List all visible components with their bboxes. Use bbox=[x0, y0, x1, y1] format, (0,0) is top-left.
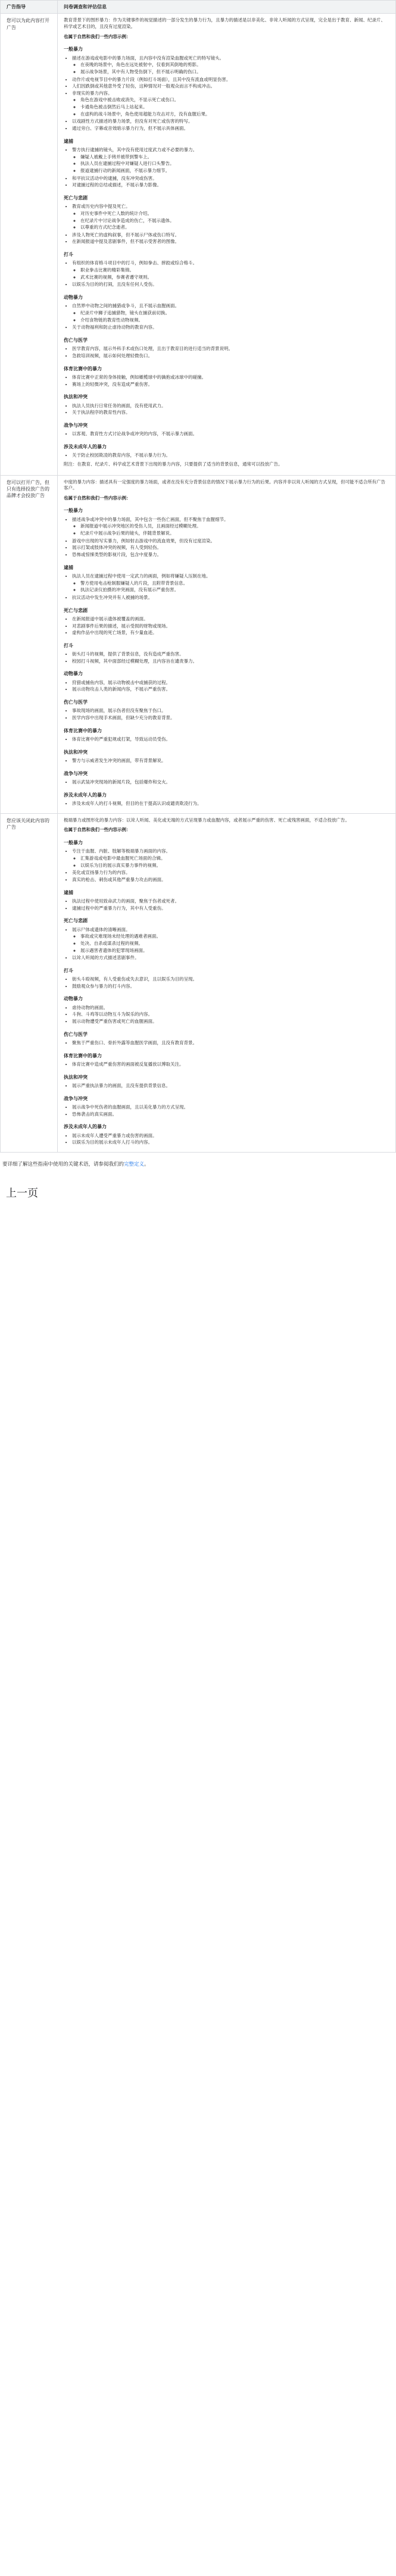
example-text: 警方与示威者发生冲突的画面，带有背景解说。 bbox=[72, 758, 166, 764]
example-list bbox=[64, 374, 389, 388]
sub-example-item: ◦ 角色在游戏中被击败或消失，不显示死亡或伤口。 bbox=[80, 97, 389, 104]
example-text: 事故现场的画面，展示伤者但没有聚焦于伤口。 bbox=[72, 708, 166, 714]
sub-example-item: ◦ 以尊重的方式纪念逝者。 bbox=[80, 224, 389, 231]
section-heading: 一般暴力 bbox=[64, 46, 83, 52]
example-list bbox=[64, 431, 389, 438]
example-item bbox=[72, 260, 389, 280]
example-list bbox=[64, 303, 389, 331]
section-heading: 死亡与悲剧 bbox=[64, 607, 88, 613]
section-heading: 打斗 bbox=[64, 252, 73, 258]
example-text: 医学内容中出现手术画面，但缺少充分的教育背景。 bbox=[72, 715, 175, 721]
table-row bbox=[1, 475, 396, 813]
example-text: 体育比赛中造成严重伤害的画面被反复播放以博取关注。 bbox=[72, 1061, 184, 1067]
example-text: 展示严重执法暴力的画面，且没有提供背景信息。 bbox=[72, 1083, 170, 1089]
section-heading: 伤亡与医学 bbox=[64, 1031, 88, 1037]
example-text: 虚构作品中出现的死亡场景，有少量血迹。 bbox=[72, 630, 157, 636]
details-cell bbox=[58, 475, 396, 813]
section-heading: 一般暴力 bbox=[64, 508, 83, 514]
section-heading: 执法和冲突 bbox=[64, 1074, 88, 1080]
example-item bbox=[72, 877, 389, 883]
example-text: 描述战争或冲突中的暴力场面，其中包含一些伤亡画面，但不聚焦于血腥细节。 bbox=[72, 516, 229, 522]
example-text: 执法人员在逮捕过程中使用一定武力的画面，例如将嫌疑人压制在地。 bbox=[72, 573, 211, 579]
example-list bbox=[64, 1061, 389, 1068]
example-item bbox=[72, 282, 389, 288]
example-item bbox=[72, 927, 389, 954]
example-item bbox=[72, 870, 389, 876]
previous-page-link[interactable]: 上一页 bbox=[6, 1187, 38, 1200]
example-list bbox=[64, 651, 389, 664]
example-item bbox=[72, 630, 389, 636]
section-heading: 打斗 bbox=[64, 642, 73, 648]
sub-example-list bbox=[72, 310, 389, 323]
section-heading: 战争与冲突 bbox=[64, 770, 88, 776]
details-cell bbox=[58, 14, 396, 475]
table-body bbox=[1, 14, 396, 1153]
example-text: 恐怖袭击的真实画面。 bbox=[72, 1111, 117, 1117]
example-list bbox=[64, 403, 389, 416]
example-item bbox=[72, 758, 389, 764]
example-text: 以娱乐为目的展示未成年人打斗的内容。 bbox=[72, 1139, 152, 1145]
example-text: 街头斗殴视频，有人受重伤或失去意识，且以娱乐为目的呈现。 bbox=[72, 976, 197, 982]
example-item bbox=[72, 431, 389, 438]
example-text: 展示打架或肢体冲突的视频，有人受到轻伤。 bbox=[72, 545, 161, 551]
example-text: 展示武装冲突现场的新闻片段，包括爆炸和交火。 bbox=[72, 779, 170, 785]
section-heading: 死亡与悲剧 bbox=[64, 195, 88, 201]
example-text: 有组织的体育格斗项目中的打斗，例如拳击、摔跤或综合格斗。 bbox=[72, 260, 197, 266]
guidance-cell: 您可以为此内容打开广告 bbox=[1, 14, 58, 475]
example-list bbox=[64, 1104, 389, 1117]
details-cell bbox=[58, 813, 396, 1152]
example-list bbox=[64, 758, 389, 764]
sub-example-item: ◦ 汇集游戏或电影中最血腥死亡场面的合辑。 bbox=[80, 855, 389, 862]
section-heading: 死亡与悲剧 bbox=[64, 918, 88, 924]
example-text: 赛场上的轻微冲突，没有造成严重伤害。 bbox=[72, 381, 152, 387]
example-text: 执法人员执行日常任务的画面，没有使用武力。 bbox=[72, 402, 166, 408]
example-item bbox=[72, 779, 389, 786]
example-item bbox=[72, 983, 389, 990]
example-text: 通过旁白、字幕或音效暗示暴力行为，但不展示具体画面。 bbox=[72, 126, 188, 132]
example-item bbox=[72, 801, 389, 807]
sub-example-item: ◦ 执法记录仪拍摄的冲突画面，没有展示严重伤害。 bbox=[80, 587, 389, 594]
example-item bbox=[72, 303, 389, 323]
example-list bbox=[64, 260, 389, 288]
sub-example-list bbox=[72, 933, 389, 954]
table-row bbox=[1, 14, 396, 475]
example-item bbox=[72, 346, 389, 352]
sub-example-item: ◦ 以娱乐为目的展示真实暴力事件的视频。 bbox=[80, 863, 389, 869]
sub-example-list bbox=[72, 211, 389, 231]
section-heading: 涉及未成年人的暴力 bbox=[64, 444, 107, 449]
example-item bbox=[72, 976, 389, 983]
section-heading: 执法和冲突 bbox=[64, 394, 88, 400]
example-item bbox=[72, 232, 389, 239]
example-item bbox=[72, 403, 389, 410]
example-text: 狩猎或捕鱼内容，展示动物被击中或捕获的过程。 bbox=[72, 679, 170, 685]
example-text: 以娱乐为目的的打闹，且没有任何人受伤。 bbox=[72, 282, 157, 288]
category-note: 附注：在教育、纪录片、科学或艺术背景下出现的暴力内容，只要提供了适当的背景信息，通常可以投放广告。 bbox=[64, 461, 283, 467]
example-list bbox=[64, 1005, 389, 1025]
example-list bbox=[64, 736, 389, 743]
example-text: 动作片或电视节目中的暴力片段（例如打斗场面），且其中没有流血或明显伤害。 bbox=[72, 76, 231, 82]
example-item bbox=[72, 77, 389, 83]
example-item bbox=[72, 204, 389, 231]
example-item bbox=[72, 1005, 389, 1011]
example-item bbox=[72, 374, 389, 381]
example-item bbox=[72, 410, 389, 416]
example-list bbox=[64, 1040, 389, 1047]
column-header-details: 问卷调查和评估信息 bbox=[58, 1, 396, 14]
sub-example-list bbox=[72, 267, 389, 280]
section-heading: 战争与冲突 bbox=[64, 1095, 88, 1101]
example-item bbox=[72, 176, 389, 182]
example-item bbox=[72, 905, 389, 912]
category-intro: 中度的暴力内容：描述具有一定强度的暴力场面，或者在没有充分背景信息的情况下展示暴力行为的后果。内容并非以耸人听闻的方式呈现，但可能不适合所有广告客户。 bbox=[64, 479, 385, 491]
example-item bbox=[72, 126, 389, 132]
section-heading: 逮捕 bbox=[64, 889, 73, 895]
example-text: 展示动物攻击人类的新闻内容，不展示严重伤害。 bbox=[72, 686, 170, 692]
section-heading: 涉及未成年人的暴力 bbox=[64, 1124, 107, 1130]
example-text: 展示尸体或遗体的清晰画面。 bbox=[72, 926, 130, 932]
example-item bbox=[72, 1019, 389, 1025]
example-text: 街头打斗的视频，提供了背景信息，没有造成严重伤害。 bbox=[72, 651, 184, 657]
section-heading: 打斗 bbox=[64, 967, 73, 973]
example-list bbox=[64, 616, 389, 636]
example-list bbox=[64, 680, 389, 693]
section-heading: 伤亡与医学 bbox=[64, 337, 88, 343]
sub-example-list bbox=[72, 97, 389, 117]
example-item bbox=[72, 324, 389, 331]
sub-example-item: ◦ 对历史事件中死亡人数的统计介绍。 bbox=[80, 211, 389, 217]
example-list bbox=[64, 1133, 389, 1146]
sub-example-item: ◦ 嫌疑人被戴上手铐并被带到警车上。 bbox=[80, 154, 389, 161]
example-item bbox=[72, 545, 389, 551]
example-text: 执法过程中使用致命武力的画面，聚焦于伤者或死者。 bbox=[72, 898, 179, 904]
example-text: 展示战争中死伤者的血腥画面，且以美化暴力的方式呈现。 bbox=[72, 1104, 188, 1110]
example-item bbox=[72, 715, 389, 722]
guidance-cell: 您可以打开广告，但只有选择投放广告的品牌才会投放广告 bbox=[1, 475, 58, 813]
example-text: 以客观、教育性方式讨论战争或冲突的内容，不展示暴力画面。 bbox=[72, 431, 197, 437]
sub-example-item: ◦ 展示遇害者遗体的犯罪现场画面。 bbox=[80, 948, 389, 954]
guidance-cell: 您应该关闭此内容的广告 bbox=[1, 813, 58, 1152]
sub-example-item: ◦ 警方使用电击枪制服嫌疑人的片段，且附带背景信息。 bbox=[80, 580, 389, 587]
example-item bbox=[72, 898, 389, 905]
definitions-note bbox=[0, 1161, 396, 1168]
example-text: 逮捕过程中的严重暴力行为，其中有人受重伤。 bbox=[72, 905, 166, 911]
example-text: 关于动物福利和防止虐待动物的教育内容。 bbox=[72, 324, 157, 330]
example-text: 虐待动物的画面。 bbox=[72, 1004, 108, 1010]
example-item bbox=[72, 623, 389, 630]
example-text: 展示未成年人遭受严重暴力或伤害的画面。 bbox=[72, 1132, 157, 1138]
example-text: 急救培训视频，展示如何处理轻微伤口。 bbox=[72, 352, 152, 358]
example-text: 恐怖或惊悚类型的影视片段，包含中度暴力。 bbox=[72, 551, 161, 557]
example-text: 斗狗、斗鸡等以动物互斗为娱乐的内容。 bbox=[72, 1011, 152, 1017]
example-item bbox=[72, 1111, 389, 1118]
example-list bbox=[64, 779, 389, 786]
sub-example-item: ◦ 在虚构的战斗场景中，角色使用超能力攻击对方，没有血腥后果。 bbox=[80, 111, 389, 118]
example-item bbox=[72, 1104, 389, 1111]
example-list bbox=[64, 204, 389, 245]
example-item bbox=[72, 1139, 389, 1146]
example-item bbox=[72, 736, 389, 743]
sub-example-item: ◦ 在夜晚的场景中，角色在远处被射中，仅看到其倒地的剪影。 bbox=[80, 62, 389, 68]
example-item bbox=[72, 1040, 389, 1047]
example-item bbox=[72, 55, 389, 76]
sub-example-list bbox=[72, 580, 389, 594]
example-text: 美化或宣扬暴力行为的内容。 bbox=[72, 870, 130, 876]
example-text: 涉及人物死亡的虚构叙事，但不展示尸体或伤口特写。 bbox=[72, 232, 179, 238]
example-item bbox=[72, 118, 389, 125]
example-text: 关于执法程序的教育性内容。 bbox=[72, 410, 130, 416]
example-text: 以戏剧性方式描述的暴力场景，但没有对死亡或伤害的特写。 bbox=[72, 118, 193, 124]
section-heading: 体育比赛中的暴力 bbox=[64, 366, 102, 371]
example-text: 展示动物遭受严重伤害或死亡的血腥画面。 bbox=[72, 1019, 157, 1025]
table-row bbox=[1, 813, 396, 1152]
example-text: 体育比赛中正常的身体接触，例如橄榄球中的擒抱或冰球中的碰撞。 bbox=[72, 374, 206, 380]
example-item bbox=[72, 452, 389, 459]
example-list bbox=[64, 801, 389, 807]
example-list bbox=[64, 708, 389, 721]
sub-example-list bbox=[72, 523, 389, 536]
example-item bbox=[72, 1133, 389, 1139]
example-item bbox=[72, 848, 389, 869]
example-item bbox=[72, 382, 389, 388]
sub-example-list bbox=[72, 855, 389, 869]
example-item bbox=[72, 90, 389, 118]
example-item bbox=[72, 147, 389, 174]
example-item bbox=[72, 353, 389, 360]
example-text: 以耸人听闻的方式描述悲剧事件。 bbox=[72, 955, 139, 961]
example-text: 鼓励观众参与暴力的打斗内容。 bbox=[72, 983, 135, 989]
definitions-link[interactable]: 完整定义 bbox=[124, 1161, 145, 1167]
example-text: 人们因跌倒或其他意外受了轻伤，这种情况对一般观众而言不构成冲击。 bbox=[72, 83, 215, 89]
sub-example-list bbox=[72, 154, 389, 174]
example-text: 医学教育内容，展示外科手术或伤口处理，且出于教育目的进行适当的背景说明。 bbox=[72, 346, 233, 352]
sub-example-item: ◦ 在纪录片中讨论战争造成的伤亡，不展示遗体。 bbox=[80, 218, 389, 224]
example-text: 真实的枪击、刺伤或其他严重暴力攻击的画面。 bbox=[72, 876, 166, 882]
example-item bbox=[72, 658, 389, 665]
example-text: 专注于血腥、内脏、肢解等极端暴力画面的内容。 bbox=[72, 848, 170, 854]
section-heading: 一般暴力 bbox=[64, 840, 83, 846]
sub-example-item: ◦ 武术比赛的视频，参赛者遵守规则。 bbox=[80, 274, 389, 281]
sub-example-list bbox=[72, 62, 389, 75]
example-text: 游戏中出现的写实暴力，例如射击游戏中的流血效果，但没有过度渲染。 bbox=[72, 538, 215, 544]
sub-example-item: ◦ 展示战争场景，其中有人物受伤倒下，但不展示明确的伤口。 bbox=[80, 69, 389, 76]
example-item bbox=[72, 1083, 389, 1089]
example-text: 关于防止校园欺凌的教育内容，不展示暴力行为。 bbox=[72, 452, 170, 458]
sub-example-item: ◦ 纪录片中狮子追捕猎物，镜头在捕获前切换。 bbox=[80, 310, 389, 317]
category-intro: 极端暴力或图形化的暴力内容：以耸人听闻、美化或无端的方式呈现暴力或血腥内容，或者展示严重的伤害、死亡或残害画面，不适合投放广告。 bbox=[64, 817, 350, 823]
example-item bbox=[72, 552, 389, 558]
sub-example-item: ◦ 新闻报道中展示冲突地区的受伤人员，且画面经过模糊处理。 bbox=[80, 523, 389, 530]
example-list bbox=[64, 147, 389, 189]
definitions-note-suffix: 。 bbox=[144, 1161, 149, 1167]
example-item bbox=[72, 680, 389, 686]
example-text: 警方执行逮捕的镜头，其中没有使用过度武力或不必要的暴力。 bbox=[72, 147, 197, 153]
example-item bbox=[72, 182, 389, 189]
sub-example-item: ◦ 卡通角色被击倒然后马上站起来。 bbox=[80, 104, 389, 111]
example-item bbox=[72, 538, 389, 545]
sub-example-item: ◦ 职业拳击比赛的精彩集锦。 bbox=[80, 267, 389, 274]
example-item bbox=[72, 1011, 389, 1018]
section-heading: 涉及未成年人的暴力 bbox=[64, 792, 107, 798]
sub-example-item: ◦ 执法人员在逮捕过程中对嫌疑人进行口头警告。 bbox=[80, 161, 389, 167]
section-heading: 逮捕 bbox=[64, 564, 73, 570]
example-text: 抗议活动中发生冲突并有人被捕的场景。 bbox=[72, 594, 152, 600]
example-item bbox=[72, 1061, 389, 1068]
example-text: 自然界中动物之间的捕猎或争斗，且不展示血腥画面。 bbox=[72, 303, 179, 309]
example-list bbox=[64, 1083, 389, 1089]
policy-table bbox=[0, 0, 396, 1153]
example-list bbox=[64, 848, 389, 883]
example-text: 在新闻报道中提及悲剧事件，但不展示受害者的图像。 bbox=[72, 239, 179, 245]
section-heading: 体育比赛中的暴力 bbox=[64, 727, 102, 733]
example-text: 涉及未成年人的打斗视频，但目的在于提高认识或谴责欺凌行为。 bbox=[72, 801, 202, 807]
example-text: 非现实的暴力内容。 bbox=[72, 90, 113, 96]
example-list bbox=[64, 346, 389, 359]
example-list bbox=[64, 898, 389, 911]
sub-example-item: ◦ 介绍食物链的教育性动物视频。 bbox=[80, 317, 389, 324]
example-list bbox=[64, 517, 389, 558]
examples-lead: 也属于自然和我们一些内容示例： bbox=[64, 827, 131, 833]
example-text: 和平抗议活动中的逮捕，没有冲突或伤害。 bbox=[72, 175, 157, 181]
examples-lead: 也属于自然和我们一些内容示例： bbox=[64, 495, 131, 501]
sub-example-item: ◦ 纪录片中展示战争后果的镜头，伴随背景解说。 bbox=[80, 530, 389, 537]
example-item bbox=[72, 595, 389, 601]
example-list bbox=[64, 976, 389, 989]
example-item bbox=[72, 708, 389, 714]
example-text: 教育或历史内容中提及死亡。 bbox=[72, 204, 130, 210]
example-text: 在新闻报道中展示遗体被覆盖的画面。 bbox=[72, 616, 148, 622]
example-item bbox=[72, 517, 389, 537]
example-item bbox=[72, 651, 389, 658]
category-intro: 教育背景下的图形暴力：作为关键事件的视觉描述的一部分发生的暴力行为，且暴力的描述是以非美化、非耸人听闻的方式呈现，完全是出于教育、新闻、纪录片、科学或艺术目的，且没有过度渲染。 bbox=[64, 17, 385, 29]
section-heading: 动物暴力 bbox=[64, 671, 83, 677]
example-text: 校园打斗视频，其中面部经过模糊处理，且内容旨在谴责暴力。 bbox=[72, 658, 197, 664]
section-heading: 动物暴力 bbox=[64, 295, 83, 301]
sub-example-item: ◦ 事故或灾难现场未经处理的遇难者画面。 bbox=[80, 933, 389, 940]
example-item bbox=[72, 83, 389, 90]
example-text: 对逮捕过程的总结或描述，不展示暴力影像。 bbox=[72, 182, 161, 188]
example-list bbox=[64, 573, 389, 601]
example-item bbox=[72, 686, 389, 693]
example-list bbox=[64, 55, 389, 132]
section-heading: 动物暴力 bbox=[64, 996, 83, 1002]
sub-example-item: ◦ 处决、自杀或谋杀过程的视频。 bbox=[80, 941, 389, 947]
example-text: 对悲剧事件后果的描述，展示受损的财物或现场。 bbox=[72, 623, 170, 629]
examples-lead: 也属于自然和我们一些内容示例： bbox=[64, 33, 131, 39]
example-item bbox=[72, 616, 389, 623]
section-heading: 逮捕 bbox=[64, 138, 73, 144]
section-heading: 伤亡与医学 bbox=[64, 700, 88, 705]
column-header-guidance: 广告指导 bbox=[1, 1, 58, 14]
example-item bbox=[72, 955, 389, 961]
table-header-row bbox=[1, 1, 396, 14]
section-heading: 执法和冲突 bbox=[64, 749, 88, 755]
sub-example-item: ◦ 报道逮捕行动的新闻画面，不展示暴力细节。 bbox=[80, 168, 389, 174]
example-list bbox=[64, 452, 389, 459]
example-item bbox=[72, 239, 389, 245]
example-list bbox=[64, 927, 389, 961]
example-text: 体育比赛中的严重犯规或打架，导致运动员受伤。 bbox=[72, 736, 170, 742]
section-heading: 战争与冲突 bbox=[64, 422, 88, 428]
section-heading: 体育比赛中的暴力 bbox=[64, 1053, 102, 1058]
example-text: 聚焦于严重伤口、骨折外露等血腥医学画面，且没有教育背景。 bbox=[72, 1040, 197, 1046]
example-item bbox=[72, 573, 389, 594]
definitions-note-prefix: 要详细了解这些指南中使用的关键术语，请参阅我们的 bbox=[2, 1161, 124, 1167]
example-text: 描述在游戏或电影中的暴力场面，且内容中没有渲染血腥或死亡的特写镜头。 bbox=[72, 55, 224, 61]
